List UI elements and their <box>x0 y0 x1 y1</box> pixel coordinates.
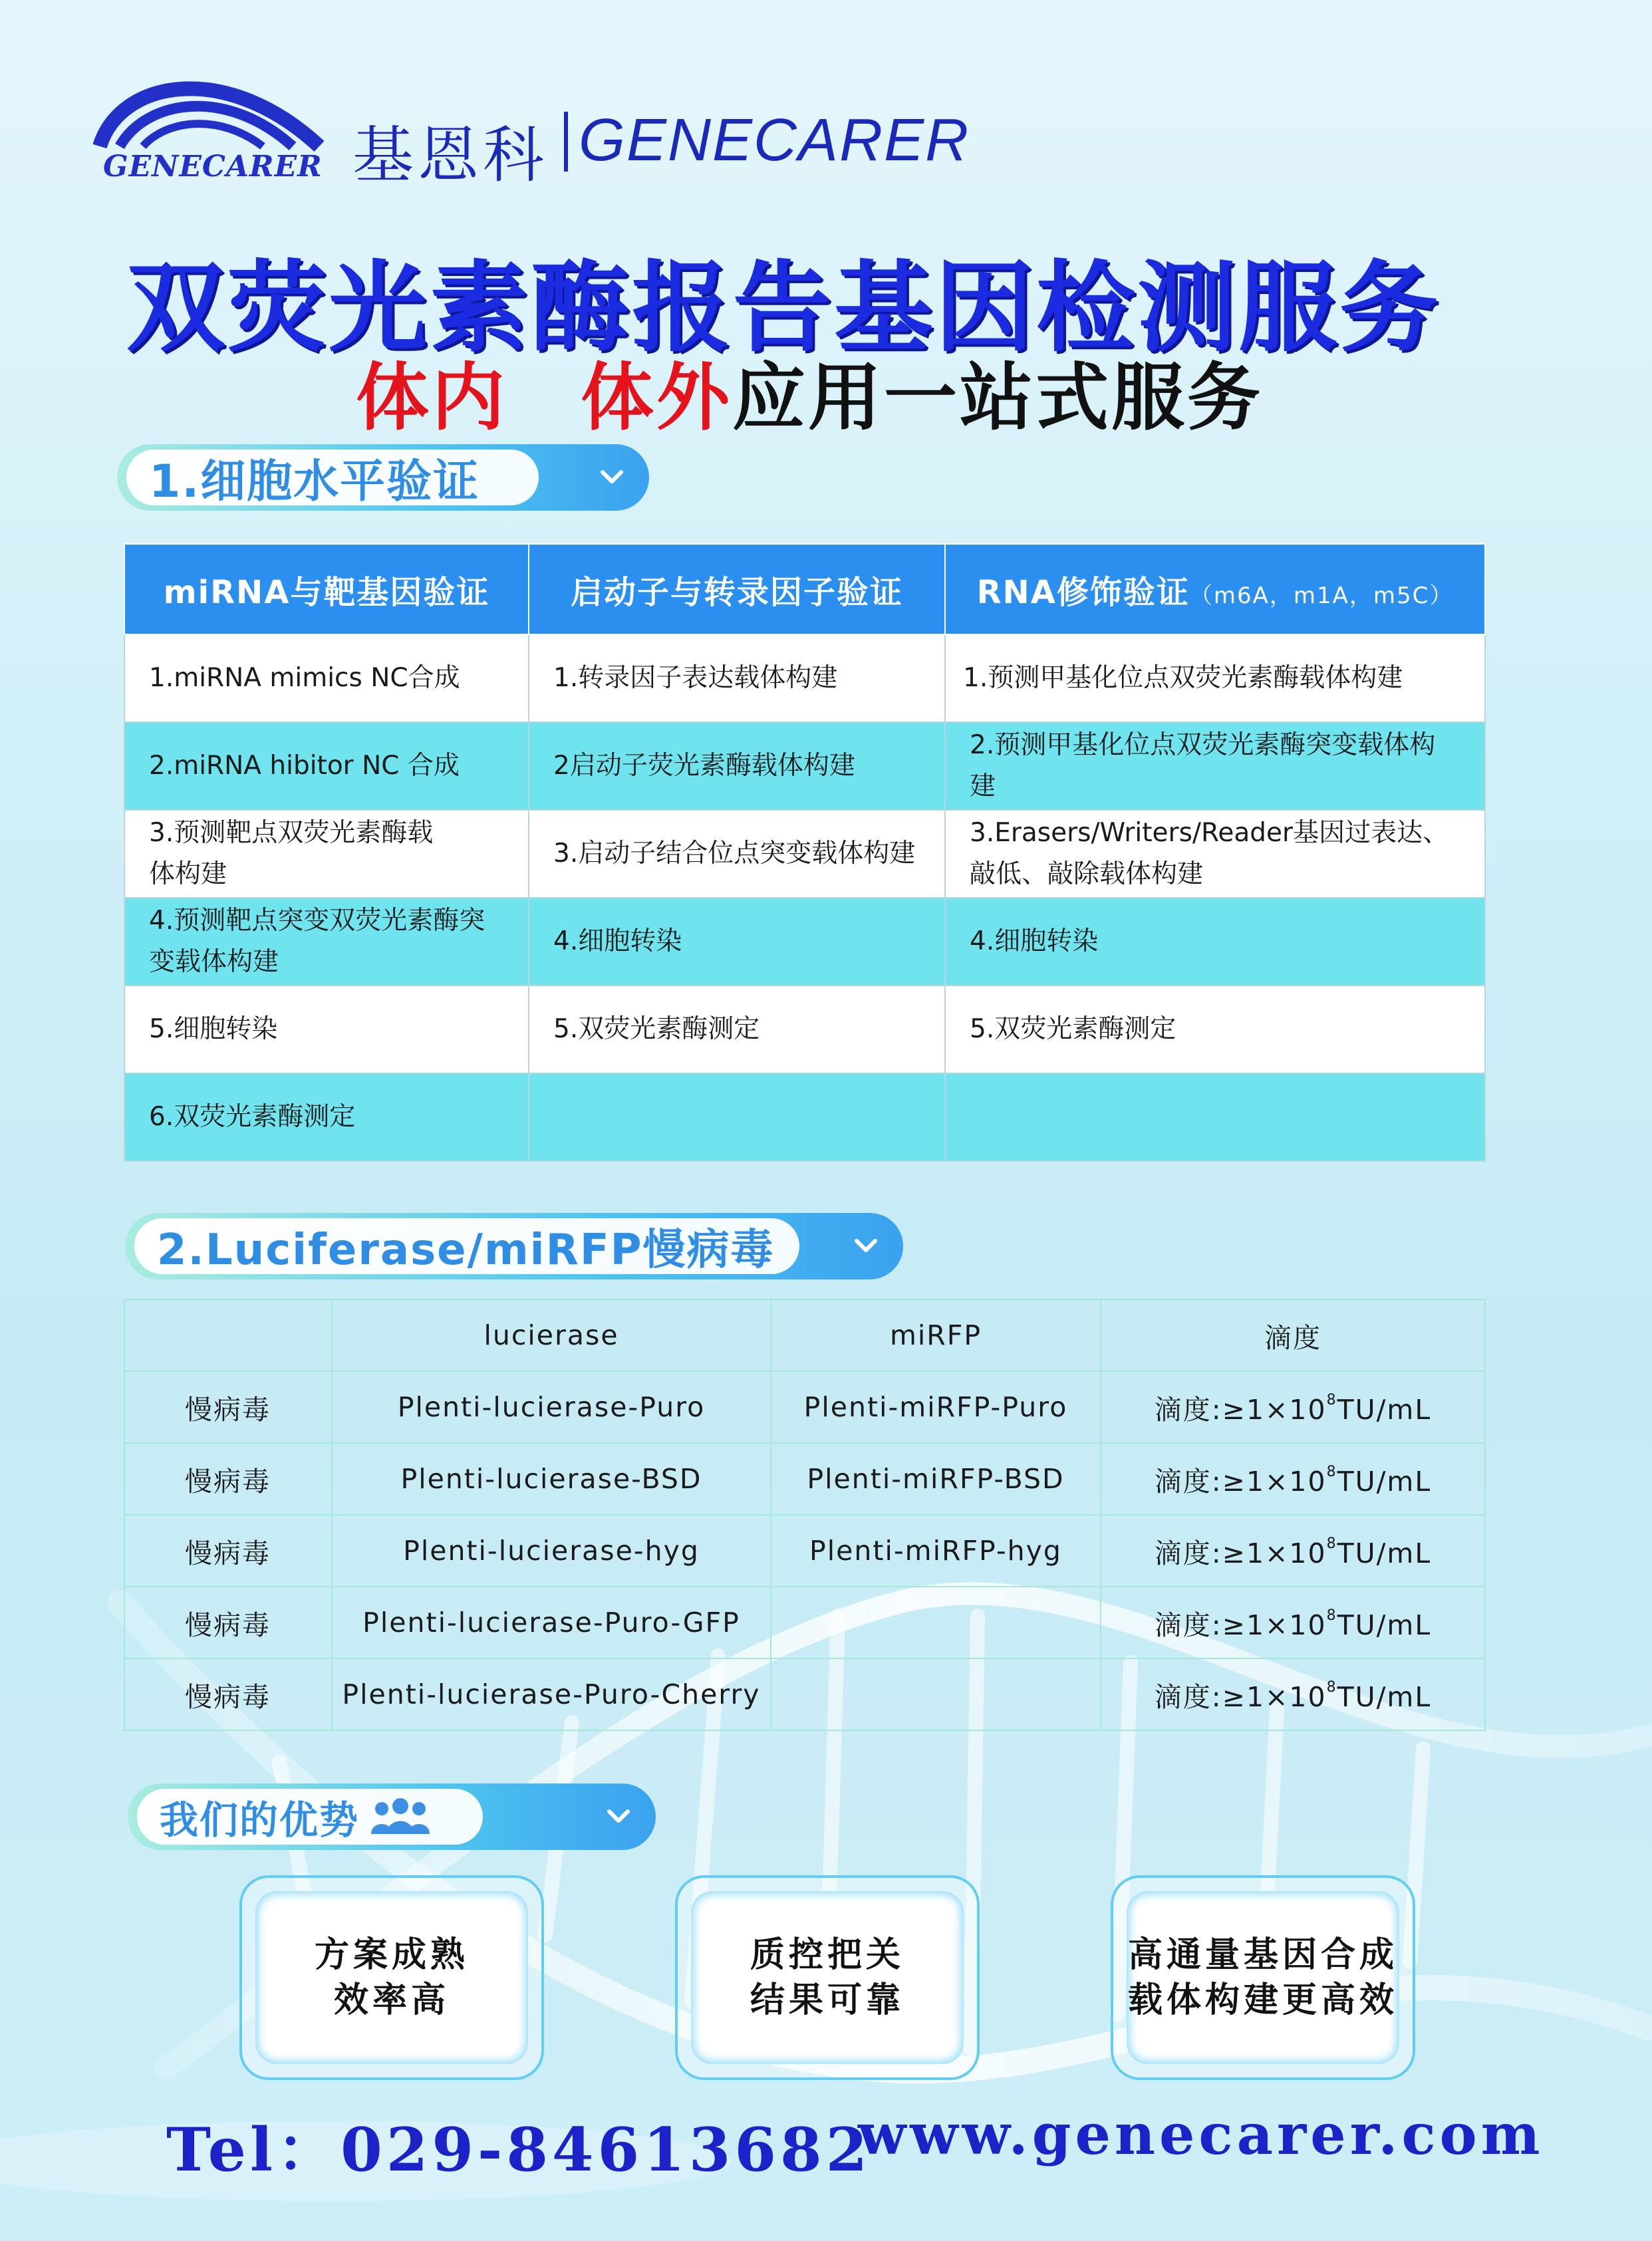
logo-wordmark: GENECARER <box>103 150 323 184</box>
table-row <box>124 634 1485 722</box>
table-cell: 6.双荧光素酶测定 <box>124 1073 529 1161</box>
table-row <box>124 898 1485 986</box>
table-cell: 1.预测甲基化位点双荧光素酶载体构建 <box>945 634 1485 722</box>
table-cell: Plenti-lucierase-BSD <box>332 1443 771 1515</box>
table-cell: 3.预测靶点双荧光素酶载体构建 <box>124 810 529 898</box>
table-cell: 4.预测靶点突变双荧光素酶突变载体构建 <box>124 898 529 986</box>
brand-name-cn: 基恩科 <box>352 120 549 191</box>
genecarer-logo <box>93 66 339 186</box>
table-row <box>124 722 1485 810</box>
website-link[interactable]: www.genecarer.com <box>858 2101 1544 2167</box>
table-cell: 1.miRNA mimics NC合成 <box>124 634 529 722</box>
table-row <box>124 1515 1485 1587</box>
table-cell: 滴度$:\ge 1\times 10^8TU/mL$ <box>1101 1658 1485 1730</box>
table-cell: 慢病毒 <box>124 1587 332 1658</box>
advantage-line2: 载体构建更高效 <box>1127 1980 1398 2020</box>
table-cell: 滴度$:\ge 1\times 10^8TU/mL$ <box>1101 1443 1485 1515</box>
advantage-line2: 效率高 <box>333 1980 450 2020</box>
table-header: 滴度 <box>1101 1299 1485 1371</box>
table-row <box>124 1371 1485 1443</box>
table-header: lucierase <box>332 1299 771 1371</box>
advantage-line1: 方案成熟 <box>314 1935 469 1975</box>
table-cell: 5.细胞转染 <box>124 986 529 1073</box>
contact-phone: Tel：029-84613682 <box>166 2115 872 2185</box>
advantage-card <box>1111 1875 1415 2080</box>
table-row <box>124 1073 1485 1161</box>
cell-validation-table <box>124 543 1486 1162</box>
section2-label: 2.Luciferase/miRFP慢病毒 <box>157 1226 775 1275</box>
table-cell: 慢病毒 <box>124 1443 332 1515</box>
section3-tab[interactable] <box>128 1783 656 1850</box>
table-cell: Plenti-miRFP-hyg <box>771 1515 1101 1587</box>
lentivirus-table <box>124 1299 1486 1731</box>
section3-label: 我们的优势 <box>160 1797 360 1843</box>
table-cell: Plenti-lucierase-hyg <box>332 1515 771 1587</box>
chevron-down-icon <box>853 1233 879 1259</box>
chevron-down-icon <box>599 464 625 491</box>
section1-tab[interactable] <box>117 444 649 511</box>
table-cell: 慢病毒 <box>124 1658 332 1730</box>
brand-divider <box>564 112 568 172</box>
table-cell: Plenti-miRFP-BSD <box>771 1443 1101 1515</box>
table-cell: Plenti-lucierase-Puro-GFP <box>332 1587 771 1658</box>
section2-tab[interactable] <box>125 1213 903 1279</box>
table-header: miRNA与靶基因验证 <box>124 544 529 634</box>
table-header: RNA修饰验证（m6A，m1A，m5C） <box>945 544 1485 634</box>
table-cell: 3.启动子结合位点突变载体构建 <box>529 810 945 898</box>
table-row <box>124 1443 1485 1515</box>
table-header <box>124 1299 332 1371</box>
people-icon <box>368 1797 432 1837</box>
advantage-card <box>239 1875 544 2080</box>
page-subtitle <box>356 339 1263 444</box>
table-cell: 2启动子荧光素酶载体构建 <box>529 722 945 810</box>
subtitle-part1: 体内 <box>356 355 507 440</box>
chevron-down-icon <box>605 1803 632 1830</box>
brand-name-en: GENECARER <box>579 107 970 174</box>
advantage-line1: 高通量基因合成 <box>1127 1935 1398 1975</box>
header-note: （m6A，m1A，m5C） <box>1189 582 1454 609</box>
advantage-card <box>675 1875 980 2080</box>
table-header: 启动子与转录因子验证 <box>529 544 945 634</box>
table-row <box>124 1658 1485 1730</box>
table-cell: Plenti-lucierase-Puro-Cherry <box>332 1658 771 1730</box>
table-cell <box>945 1073 1485 1161</box>
page-title: 双荧光素酶报告基因检测服务 <box>126 251 1441 365</box>
table-cell: 3.Erasers/Writers/Reader基因过表达、敲低、敲除载体构建 <box>945 810 1485 898</box>
table-row <box>124 986 1485 1073</box>
table-cell: 1.转录因子表达载体构建 <box>529 634 945 722</box>
table-cell: 滴度$:\ge 1\times 10^8TU/mL$ <box>1101 1587 1485 1658</box>
table-cell <box>771 1587 1101 1658</box>
table-cell: 慢病毒 <box>124 1371 332 1443</box>
table-cell: 滴度$:\ge 1\times 10^8TU/mL$ <box>1101 1371 1485 1443</box>
table-cell: 2.miRNA hibitor NC 合成 <box>124 722 529 810</box>
table-cell: 慢病毒 <box>124 1515 332 1587</box>
subtitle-part2: 体外 <box>581 355 732 440</box>
table-cell <box>771 1658 1101 1730</box>
table-row <box>124 810 1485 898</box>
subtitle-part3: 应用一站式服务 <box>732 355 1263 440</box>
table-cell: 4.细胞转染 <box>945 898 1485 986</box>
table-cell <box>529 1073 945 1161</box>
table-header: miRFP <box>771 1299 1101 1371</box>
table-cell: 滴度$:\ge 1\times 10^8TU/mL$ <box>1101 1515 1485 1587</box>
table-header-row <box>124 1299 1485 1371</box>
table-row <box>124 1587 1485 1658</box>
table-cell: Plenti-miRFP-Puro <box>771 1371 1101 1443</box>
table-cell: 5.双荧光素酶测定 <box>945 986 1485 1073</box>
advantage-line2: 结果可靠 <box>750 1980 904 2020</box>
section1-label: 1.细胞水平验证 <box>149 455 480 508</box>
table-cell: 4.细胞转染 <box>529 898 945 986</box>
advantage-line1: 质控把关 <box>750 1935 904 1975</box>
table-cell: 5.双荧光素酶测定 <box>529 986 945 1073</box>
table-cell: Plenti-lucierase-Puro <box>332 1371 771 1443</box>
table-cell: 2.预测甲基化位点双荧光素酶突变载体构建 <box>945 722 1485 810</box>
